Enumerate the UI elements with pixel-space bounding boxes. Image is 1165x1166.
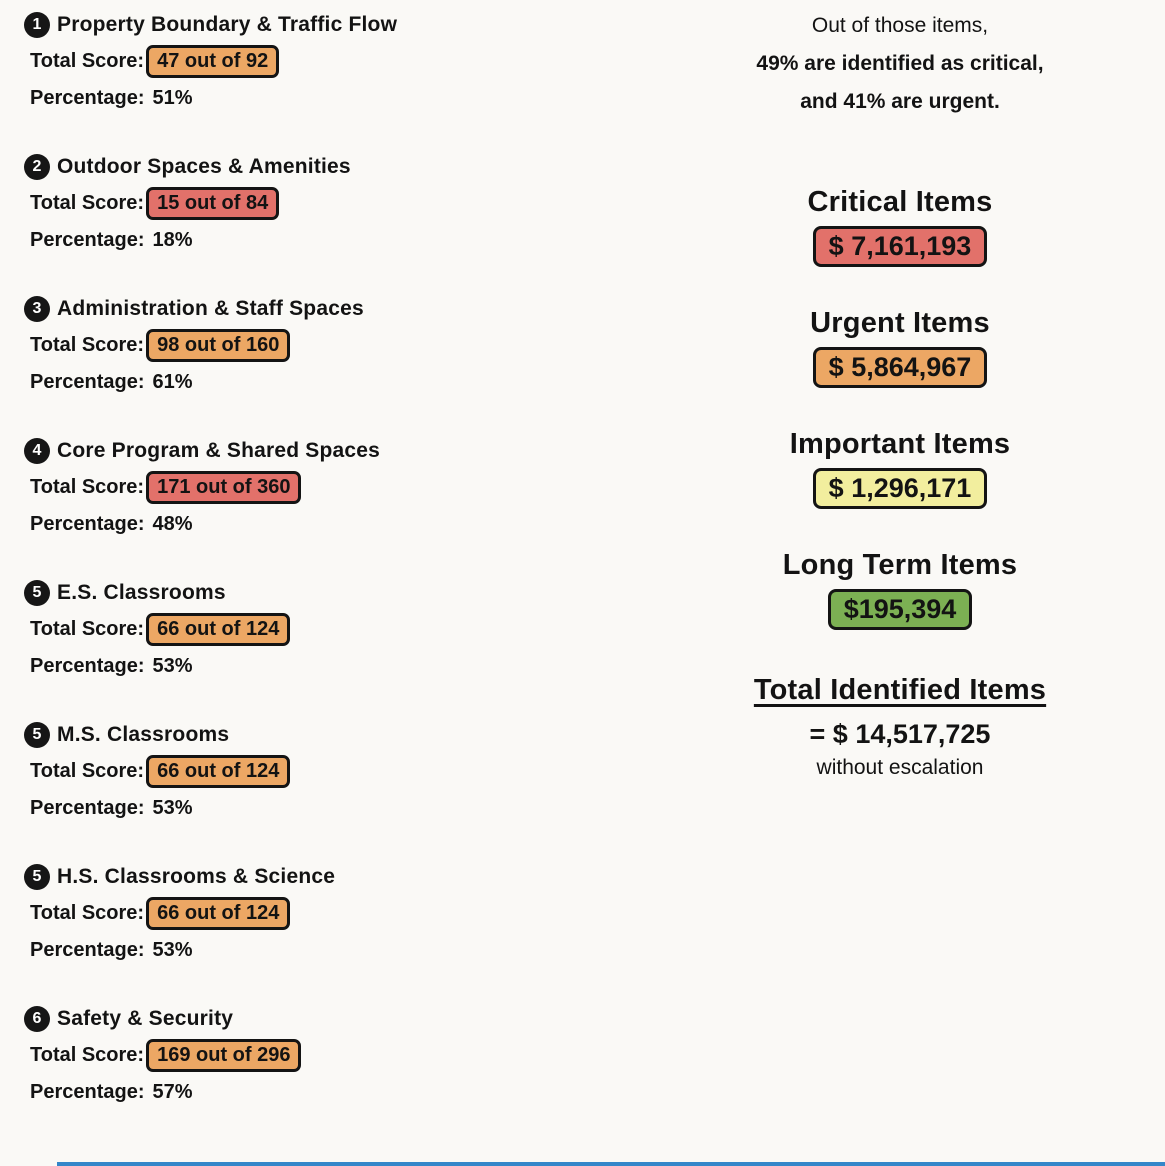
percentage-value: 61% — [152, 371, 193, 393]
bottom-divider-line — [57, 1162, 1165, 1166]
score-item — [24, 864, 604, 962]
total-section — [630, 674, 1165, 780]
percentage-line — [30, 939, 604, 962]
score-item-header — [24, 154, 604, 180]
cost-bucket — [630, 186, 1165, 267]
percentage-line — [30, 797, 604, 820]
percentage-value: 51% — [152, 87, 193, 109]
total-score-label: Total Score: — [30, 192, 145, 214]
percentage-value: 53% — [152, 939, 193, 961]
percentage-value: 48% — [152, 513, 193, 535]
total-score-value-box: 66 out of 124 — [146, 897, 290, 930]
percentage-value: 53% — [152, 655, 193, 677]
percentage-value: 57% — [152, 1081, 193, 1103]
score-item-header — [24, 12, 604, 38]
score-item-header — [24, 438, 604, 464]
total-amount: = $ 14,517,725 — [809, 719, 991, 749]
percentage-line — [30, 1081, 604, 1104]
score-item — [24, 154, 604, 252]
number-badge: 5 — [24, 722, 50, 748]
percentage-label: Percentage: — [30, 797, 145, 819]
total-score-label: Total Score: — [30, 476, 145, 498]
number-badge: 1 — [24, 12, 50, 38]
category-title: Safety & Security — [57, 1007, 234, 1030]
total-note: without escalation — [816, 756, 984, 779]
number-badge: 4 — [24, 438, 50, 464]
total-score-label: Total Score: — [30, 1044, 145, 1066]
percentage-label: Percentage: — [30, 513, 145, 535]
score-item — [24, 580, 604, 678]
total-score-line — [30, 329, 604, 362]
percentage-label: Percentage: — [30, 87, 145, 109]
bucket-amount-box: $ 1,296,171 — [813, 468, 988, 509]
total-score-label: Total Score: — [30, 760, 145, 782]
percentage-value: 53% — [152, 797, 193, 819]
bucket-title: Urgent Items — [810, 307, 990, 339]
number-badge: 5 — [24, 864, 50, 890]
total-score-line — [30, 755, 604, 788]
total-title: Total Identified Items — [753, 674, 1047, 706]
score-item-header — [24, 864, 604, 890]
category-title: H.S. Classrooms & Science — [57, 865, 336, 888]
score-item — [24, 438, 604, 536]
score-item-header — [24, 296, 604, 322]
total-score-line — [30, 897, 604, 930]
bucket-amount-box: $195,394 — [828, 589, 973, 630]
number-badge: 3 — [24, 296, 50, 322]
total-score-line — [30, 613, 604, 646]
total-score-value-box: 171 out of 360 — [146, 471, 301, 504]
score-item-header — [24, 722, 604, 748]
percentage-line — [30, 513, 604, 536]
total-score-value-box: 66 out of 124 — [146, 755, 290, 788]
cost-bucket — [630, 307, 1165, 388]
total-score-label: Total Score: — [30, 902, 145, 924]
percentage-label: Percentage: — [30, 371, 145, 393]
intro-line-2: 49% are identified as critical, — [756, 52, 1044, 75]
score-item-header — [24, 580, 604, 606]
category-title: Administration & Staff Spaces — [57, 297, 364, 320]
cost-bucket — [630, 549, 1165, 630]
percentage-line — [30, 87, 604, 110]
number-badge: 2 — [24, 154, 50, 180]
bucket-title: Important Items — [789, 428, 1011, 460]
category-title: E.S. Classrooms — [57, 581, 226, 604]
score-item — [24, 296, 604, 394]
percentage-label: Percentage: — [30, 655, 145, 677]
bucket-title: Critical Items — [807, 186, 993, 218]
score-item — [24, 1006, 604, 1104]
total-score-line — [30, 45, 604, 78]
intro-line-1: Out of those items, — [811, 14, 989, 37]
bucket-title: Long Term Items — [782, 549, 1018, 581]
score-list — [24, 12, 604, 1148]
percentage-value: 18% — [152, 229, 193, 251]
cost-summary — [630, 14, 1165, 780]
intro-line-3: and 41% are urgent. — [800, 90, 1000, 113]
summary-intro — [630, 14, 1165, 114]
percentage-line — [30, 371, 604, 394]
category-title: M.S. Classrooms — [57, 723, 230, 746]
total-score-value-box: 98 out of 160 — [146, 329, 290, 362]
percentage-label: Percentage: — [30, 229, 145, 251]
number-badge: 6 — [24, 1006, 50, 1032]
score-item — [24, 722, 604, 820]
category-title: Property Boundary & Traffic Flow — [57, 13, 398, 36]
cost-bucket — [630, 428, 1165, 509]
total-score-line — [30, 1039, 604, 1072]
percentage-label: Percentage: — [30, 1081, 145, 1103]
total-score-label: Total Score: — [30, 334, 145, 356]
score-item-header — [24, 1006, 604, 1032]
number-badge: 5 — [24, 580, 50, 606]
bucket-amount-box: $ 5,864,967 — [813, 347, 988, 388]
total-score-value-box: 15 out of 84 — [146, 187, 279, 220]
total-score-value-box: 47 out of 92 — [146, 45, 279, 78]
category-title: Core Program & Shared Spaces — [57, 439, 381, 462]
total-score-value-box: 169 out of 296 — [146, 1039, 301, 1072]
category-title: Outdoor Spaces & Amenities — [57, 155, 351, 178]
score-item — [24, 12, 604, 110]
percentage-line — [30, 229, 604, 252]
total-score-label: Total Score: — [30, 618, 145, 640]
total-score-label: Total Score: — [30, 50, 145, 72]
percentage-label: Percentage: — [30, 939, 145, 961]
total-score-line — [30, 187, 604, 220]
cost-buckets — [630, 186, 1165, 630]
percentage-line — [30, 655, 604, 678]
total-score-value-box: 66 out of 124 — [146, 613, 290, 646]
total-score-line — [30, 471, 604, 504]
bucket-amount-box: $ 7,161,193 — [813, 226, 988, 267]
